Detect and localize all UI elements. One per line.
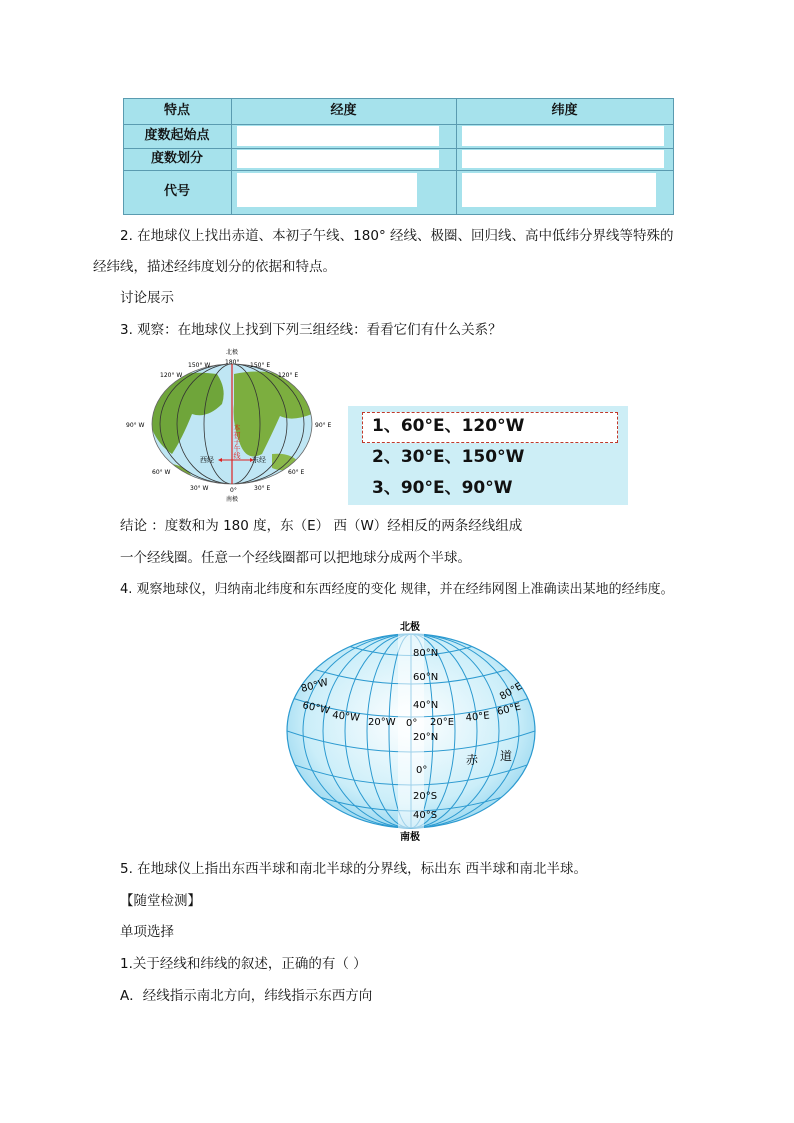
lon-label: 60° W	[152, 469, 171, 476]
question-5: 5. 在地球仪上指出东西半球和南北半球的分界线，标出东 西半球和南北半球。	[120, 861, 587, 877]
answer-field[interactable]	[462, 173, 656, 207]
lon-label: 60° E	[288, 469, 305, 476]
conclusion-line2: 一个经线圈。任意一个经线圈都可以把地球分成两个半球。	[120, 550, 471, 566]
answer-field[interactable]	[237, 126, 439, 146]
lon-label: 0°	[230, 487, 237, 494]
pair-3: 3、90°E、90°W	[372, 478, 513, 498]
lat-label: 0°	[416, 765, 428, 776]
table-header-latitude: 纬度	[551, 103, 578, 118]
equator-label: 道	[500, 749, 513, 763]
lat-label: 80°N	[413, 648, 439, 659]
pair-1: 1、60°E、120°W	[372, 416, 525, 436]
lon-label: 30° W	[190, 485, 209, 492]
meridian-pairs-box	[348, 406, 628, 505]
lon-label: 20°W	[368, 717, 396, 728]
lon-label: 90° E	[315, 422, 332, 429]
answer-field[interactable]	[237, 173, 417, 207]
lon-label: 80°E	[498, 681, 525, 703]
globe-grid-figure	[280, 618, 542, 843]
table-row-start: 度数起始点	[144, 128, 210, 143]
lat-label: 20°S	[413, 791, 438, 802]
discussion-heading: 讨论展示	[120, 290, 174, 306]
section-heading: 【随堂检测】	[120, 893, 201, 909]
answer-field[interactable]	[462, 126, 664, 146]
lon-label: 80°W	[299, 677, 330, 695]
subsection-heading: 单项选择	[120, 924, 174, 940]
east-label: 东经	[252, 456, 266, 464]
lat-label: 60°N	[413, 672, 439, 683]
question-2-line2: 经纬线，描述经纬度划分的依据和特点。	[93, 259, 336, 275]
lon-label: 60°E	[496, 701, 523, 718]
lon-lat-table	[123, 98, 674, 215]
lon-label: 20°E	[430, 717, 455, 728]
lon-label: 40°E	[465, 710, 491, 724]
lon-label: 90° W	[126, 422, 145, 429]
prime-meridian-label: 本初子午线	[233, 424, 241, 459]
lon-label: 120° E	[278, 372, 299, 379]
answer-field[interactable]	[237, 150, 439, 168]
table-row-division: 度数划分	[150, 151, 203, 166]
lon-label: 60°W	[301, 700, 331, 717]
lon-label: 150° E	[250, 362, 271, 369]
north-pole-label: 北极	[226, 349, 239, 356]
lat-label: 40°S	[413, 810, 438, 821]
lon-label-center: 0°	[406, 718, 418, 729]
answer-field[interactable]	[462, 150, 664, 168]
west-label: 西经	[200, 456, 214, 464]
lon-label: 120° W	[160, 372, 183, 379]
south-pole-label: 南极	[226, 496, 239, 503]
mc-question-1: 1.关于经线和纬线的叙述，正确的有（ ）	[120, 956, 367, 972]
lat-label: 40°N	[413, 700, 439, 711]
question-2-line1: 2. 在地球仪上找出赤道、本初子午线、180° 经线、极圈、回归线、高中低纬分界线等特殊的	[120, 228, 674, 244]
lon-label: 150° W	[188, 362, 211, 369]
conclusion-line1: 结论 ：度数和为 180 度，东（E） 西（W）经相反的两条经线组成	[120, 518, 523, 534]
lon-label: 40°W	[331, 710, 361, 724]
mc-option-a: A．经线指示南北方向，纬线指示东西方向	[120, 988, 373, 1004]
question-3: 3. 观察：在地球仪上找到下列三组经线：看看它们有什么关系？	[120, 322, 502, 338]
north-pole-label: 北极	[400, 622, 420, 633]
table-row-code: 代号	[163, 184, 190, 199]
lat-label: 20°N	[413, 732, 439, 743]
south-pole-label: 南极	[400, 832, 420, 843]
equator-label: 赤	[466, 753, 479, 767]
pair-2: 2、30°E、150°W	[372, 447, 525, 467]
lon-label: 180°	[225, 359, 240, 366]
lon-label: 30° E	[254, 485, 271, 492]
question-4: 4. 观察地球仪，归纳南北纬度和东西经度的变化 规律，并在经纬网图上准确读出某地的经纬度。	[120, 582, 674, 597]
globe-meridians-figure	[122, 344, 344, 504]
table-header-longitude: 经度	[330, 103, 357, 118]
table-header-feature: 特点	[163, 103, 190, 118]
